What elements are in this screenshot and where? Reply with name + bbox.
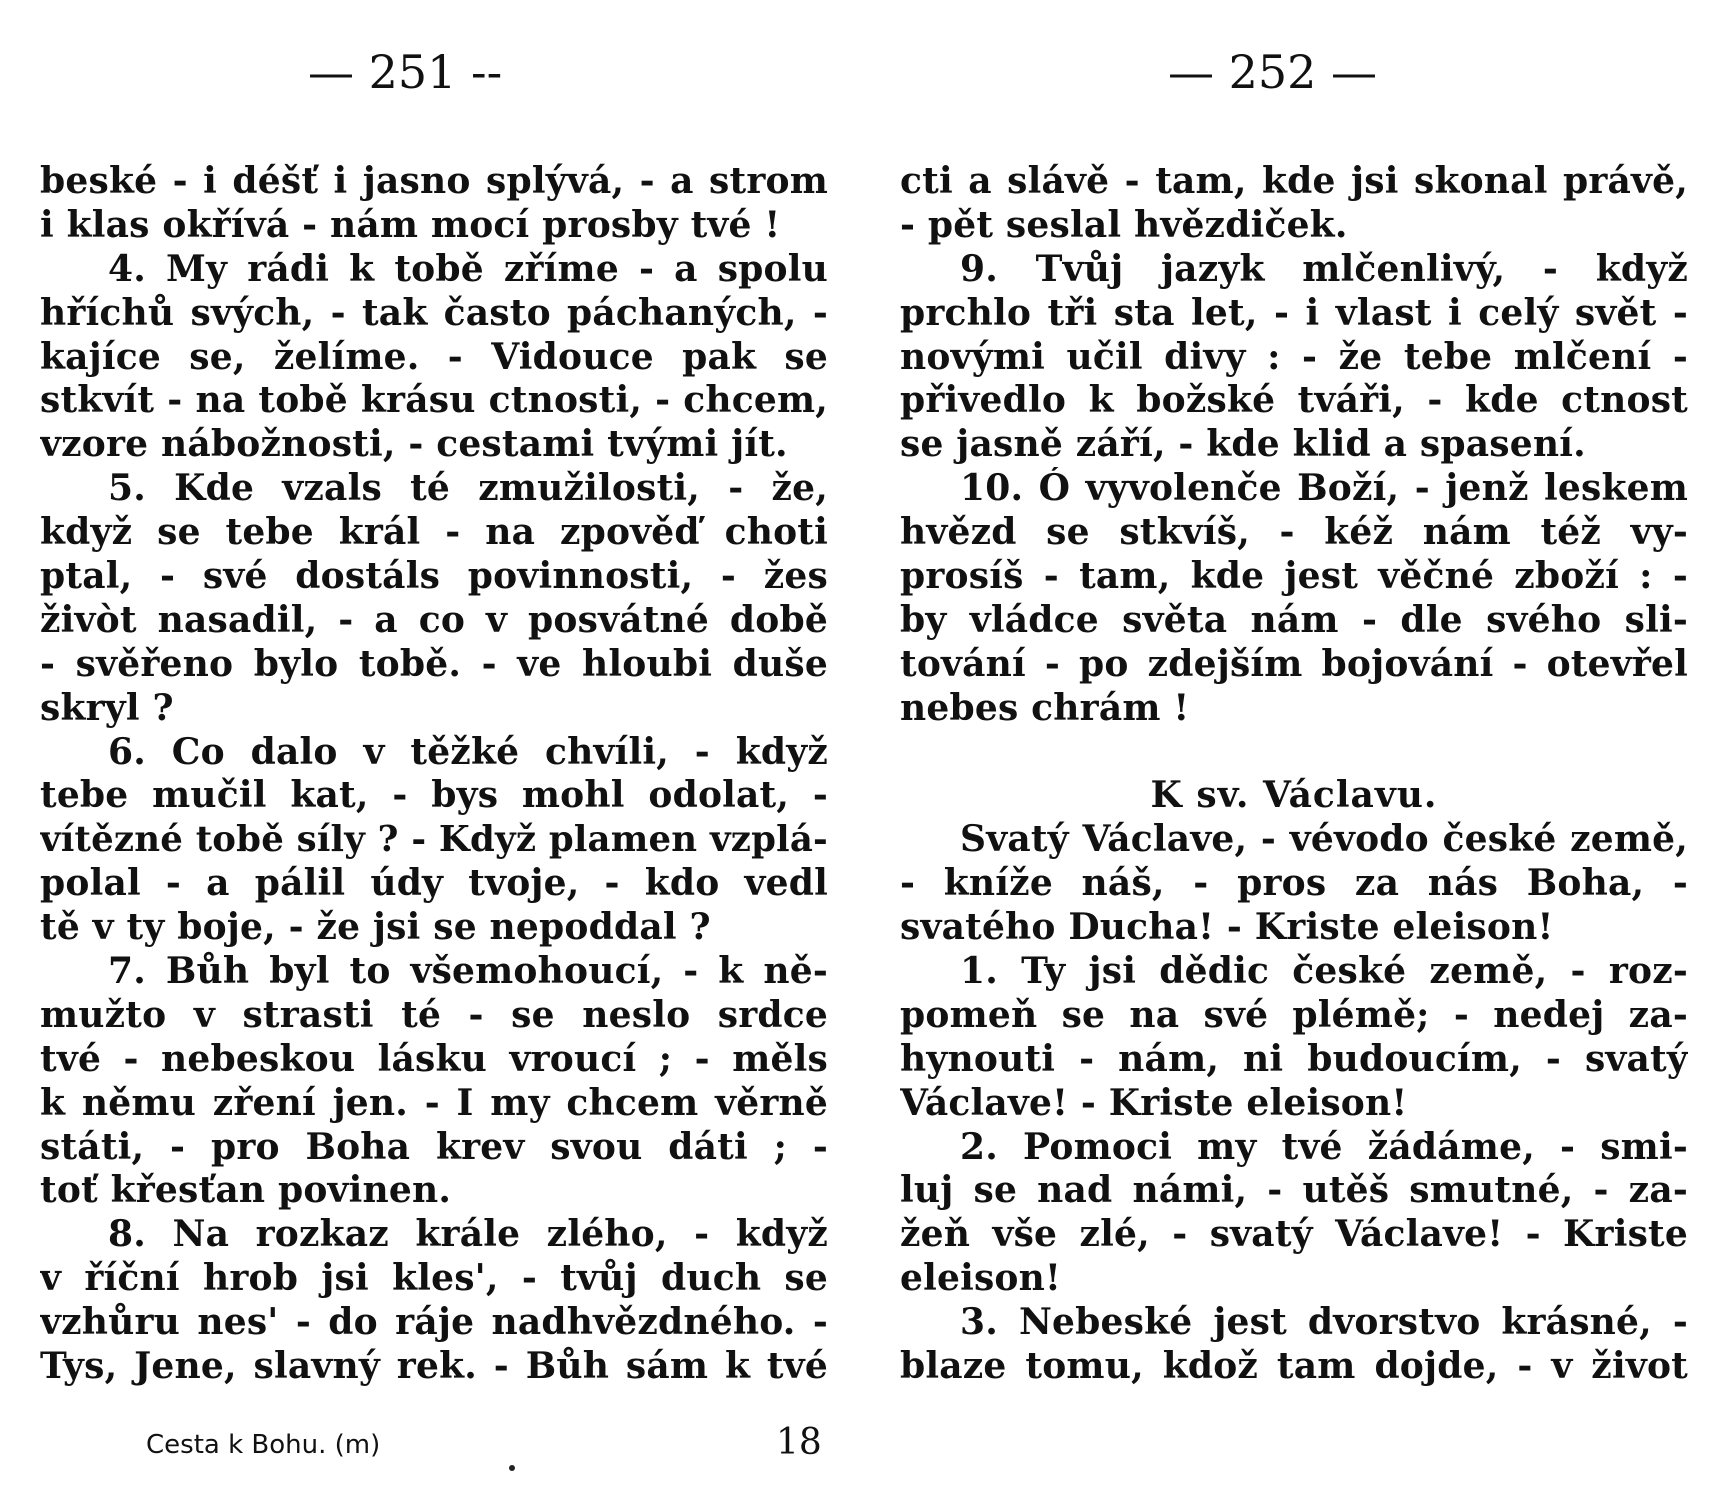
text-line: prchlo tři sta let, - i vlast i celý svět - (900, 291, 1688, 334)
page-number-right: — 252 — (1168, 45, 1378, 99)
text-line: polal - a pálil údy tvoje, - kdo vedl (40, 862, 828, 905)
text-line: cti a slávě - tam, kde jsi skonal právě, (900, 160, 1688, 202)
text-line: Svatý Václave, - vévodo české země, (960, 818, 1688, 861)
text-line: tě v ty boje, - že jsi se nepoddal ? (40, 906, 711, 949)
text-line: 4. My rádi k tobě zříme - a spolu (108, 247, 828, 290)
text-line: 5. Kde vzals té zmužilosti, - že, (108, 467, 828, 510)
text-line: Tys, Jene, slavný rek. - Bůh sám k tvé (40, 1345, 828, 1388)
text-line: tebe mučil kat, - bys mohl odolat, - (40, 774, 828, 817)
text-line: 2. Pomoci my tvé žádáme, - smi- (960, 1125, 1688, 1168)
text-line: Václave! - Kriste eleison! (900, 1081, 1408, 1124)
text-line: vítězné tobě síly ? - Když plamen vzplá- (40, 819, 828, 861)
text-line: blaze tomu, kdož tam dojde, - v život (900, 1345, 1688, 1388)
text-line: - pět seslal hvězdiček. (900, 203, 1348, 246)
text-line: vzore nábožnosti, - cestami tvými jít. (40, 423, 788, 466)
text-line: kajíce se, želíme. - Vidouce pak se (40, 335, 828, 378)
text-line: když se tebe král - na zpověď choti (40, 511, 828, 554)
text-line: luj se nad námi, - utěš smutné, - za- (900, 1169, 1688, 1212)
text-line: přivedlo k božské tváři, - kde ctnost (900, 379, 1688, 422)
text-line: 9. Tvůj jazyk mlčenlivý, - když (960, 247, 1688, 290)
text-line: - svěřeno bylo tobě. - ve hloubi duše (40, 642, 828, 685)
text-line: 7. Bůh byl to všemohoucí, - k ně- (108, 950, 828, 993)
text-line: by vládce světa nám - dle svého sli- (900, 598, 1688, 641)
left-page-text (40, 160, 828, 1389)
section-heading: K sv. Václavu. (1150, 774, 1438, 817)
text-line: eleison! (900, 1257, 1062, 1300)
text-line: prosíš - tam, kde jest věčné zboží : - (900, 555, 1688, 598)
text-line: mužto v strasti té - se neslo srdce (40, 993, 828, 1036)
text-line: v říční hrob jsi kles', - tvůj duch se (40, 1257, 828, 1300)
right-page (900, 0, 1700, 1500)
text-line: - kníže náš, - pros za nás Boha, - (900, 862, 1688, 905)
print-mark-dot (509, 1465, 515, 1471)
footer-signature-number: 18 (776, 1422, 822, 1463)
text-line: stkvít - na tobě krásu ctnosti, - chcem, (40, 379, 828, 422)
text-line: pomeň se na své plémě; - nedej za- (900, 993, 1688, 1036)
text-line: ptal, - své dostáls povinnosti, - žes (40, 555, 828, 598)
text-line: státi, - pro Boha krev svou dáti ; - (40, 1125, 828, 1168)
text-line: tování - po zdejším bojování - otevřel (900, 642, 1688, 685)
right-page-text (900, 160, 1688, 1389)
text-line: živòt nasadil, - a co v posvátné době (40, 598, 828, 641)
page-footer (106, 1422, 826, 1465)
text-line: tvé - nebeskou lásku vroucí ; - měls (40, 1037, 828, 1080)
text-line: 6. Co dalo v těžké chvíli, - když (108, 730, 828, 773)
text-line: hříchů svých, - tak často páchaných, - (40, 291, 828, 334)
text-line: nebes chrám ! (900, 686, 1190, 729)
text-line: 3. Nebeské jest dvorstvo krásné, - (960, 1301, 1688, 1344)
text-line: 1. Ty jsi dědic české země, - roz- (960, 950, 1688, 993)
text-line: 8. Na rozkaz krále zlého, - když (108, 1213, 828, 1256)
text-line: vzhůru nes' - do ráje nadhvězdného. - (40, 1301, 828, 1344)
text-line: novými učil divy : - že tebe mlčení - (900, 335, 1688, 378)
text-line: toť křesťan povinen. (40, 1169, 452, 1212)
left-page (40, 0, 840, 1500)
text-line: beské - i déšť i jasno splývá, - a strom (40, 160, 828, 202)
page-number-left: — 251 -- (308, 45, 503, 99)
text-line: k němu zření jen. - I my chcem věrně (40, 1081, 828, 1124)
text-line: se jasně září, - kde klid a spasení. (900, 423, 1586, 466)
text-line: skryl ? (40, 686, 174, 729)
footer-book-title: Cesta k Bohu. (m) (146, 1430, 381, 1460)
text-line: hynouti - nám, ni budoucím, - svatý (900, 1037, 1688, 1080)
text-line: hvězd se stkvíš, - kéž nám též vy- (900, 511, 1688, 554)
text-line: i klas okřívá - nám mocí prosby tvé ! (40, 203, 781, 246)
text-line: žeň vše zlé, - svatý Václave! - Kriste (900, 1213, 1688, 1256)
text-line: svatého Ducha! - Kriste eleison! (900, 906, 1554, 949)
text-line: 10. Ó vyvolenče Boží, - jenž leskem (960, 467, 1688, 510)
blank-line (900, 731, 1688, 775)
